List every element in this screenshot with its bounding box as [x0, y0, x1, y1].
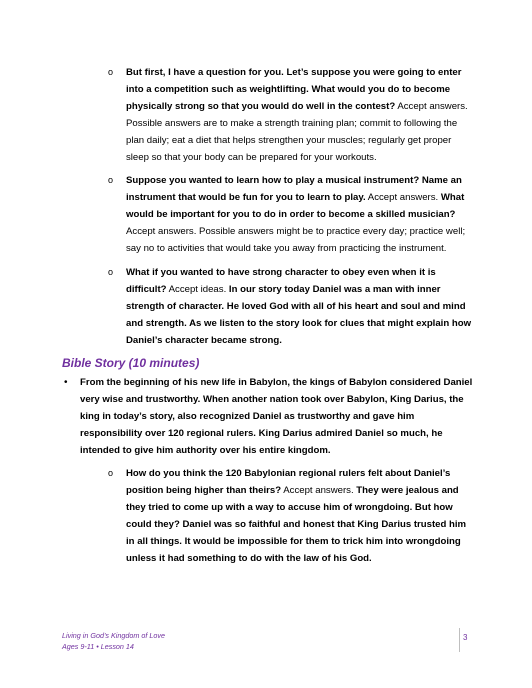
- question-character: [126, 264, 476, 349]
- bold-text: What would be important for you to do in order to become a skilled musician?: [126, 192, 465, 220]
- section-heading: Bible Story (10 minutes): [62, 356, 200, 370]
- bold-text: Suppose you wanted to learn how to play a musical instrument? Name an instrument that would be fun for you to learn to play.: [126, 175, 462, 203]
- footer-subtitle: Ages 9-11 • Lesson 14: [62, 642, 134, 651]
- regular-text: Accept answers. Possible answers are to make a strength training plan; commit to following the plan daily; eat a diet that helps strengthen your muscles; regularly get proper sleep so that your body can be prepared for your workouts.: [126, 101, 468, 163]
- footer: [62, 630, 165, 652]
- page-number: 3: [463, 633, 468, 642]
- regular-text: Accept answers.: [365, 192, 441, 203]
- bold-text: In our story today Daniel was a man with inner strength of character. He loved God with all of his heart and soul and mind and strength. As we listen to the story look for clues that might explain how Daniel’s character became strong.: [126, 284, 472, 346]
- sub-bullet-4: o: [108, 468, 114, 478]
- bible-story-paragraph: [80, 374, 476, 459]
- sub-bullet-3: o: [108, 267, 114, 277]
- question-instrument: [126, 172, 476, 257]
- bold-text: From the beginning of his new life in Babylon, the kings of Babylon considered Daniel very wise and trustworthy. When another nation took over Babylon, King Darius, the king in today’s story, also recognized Daniel as trustworthy and gave him responsibility over 120 regional rulers. King Darius admired Daniel so much, he intended to give him authority over his entire kingdom.: [80, 377, 473, 456]
- question-strength: [126, 64, 476, 166]
- footer-divider: [459, 628, 460, 652]
- sub-bullet-1: o: [108, 67, 114, 77]
- footer-title: Living in God’s Kingdom of Love: [62, 631, 165, 640]
- bold-text: What if you wanted to have strong character to obey even when it is difficult?: [126, 267, 436, 295]
- question-rulers: [126, 465, 476, 567]
- bold-text: They were jealous and they tried to come up with a way to accuse him of wrongdoing. But how could they? Daniel was so faithful and honest that King Darius trusted him in all things. It would be impossible for them to trick him into wrongdoing unless it had something to do with the law of his God.: [126, 485, 467, 564]
- regular-text: Accept answers.: [281, 485, 357, 496]
- regular-text: Accept answers. Possible answers might be to practice every day; practice well; say no to activities that would take you away from practicing the instrument.: [126, 226, 466, 254]
- bullet-dot: •: [64, 377, 68, 388]
- regular-text: Accept ideas.: [166, 284, 229, 295]
- bold-text: How do you think the 120 Babylonian regional rulers felt about Daniel’s position being higher than theirs?: [126, 468, 451, 496]
- sub-bullet-2: o: [108, 175, 114, 185]
- bold-text: But first, I have a question for you. Let’s suppose you were going to enter into a competition such as weightlifting. What would you do to become physically strong so that you would do well in the contest?: [126, 67, 462, 112]
